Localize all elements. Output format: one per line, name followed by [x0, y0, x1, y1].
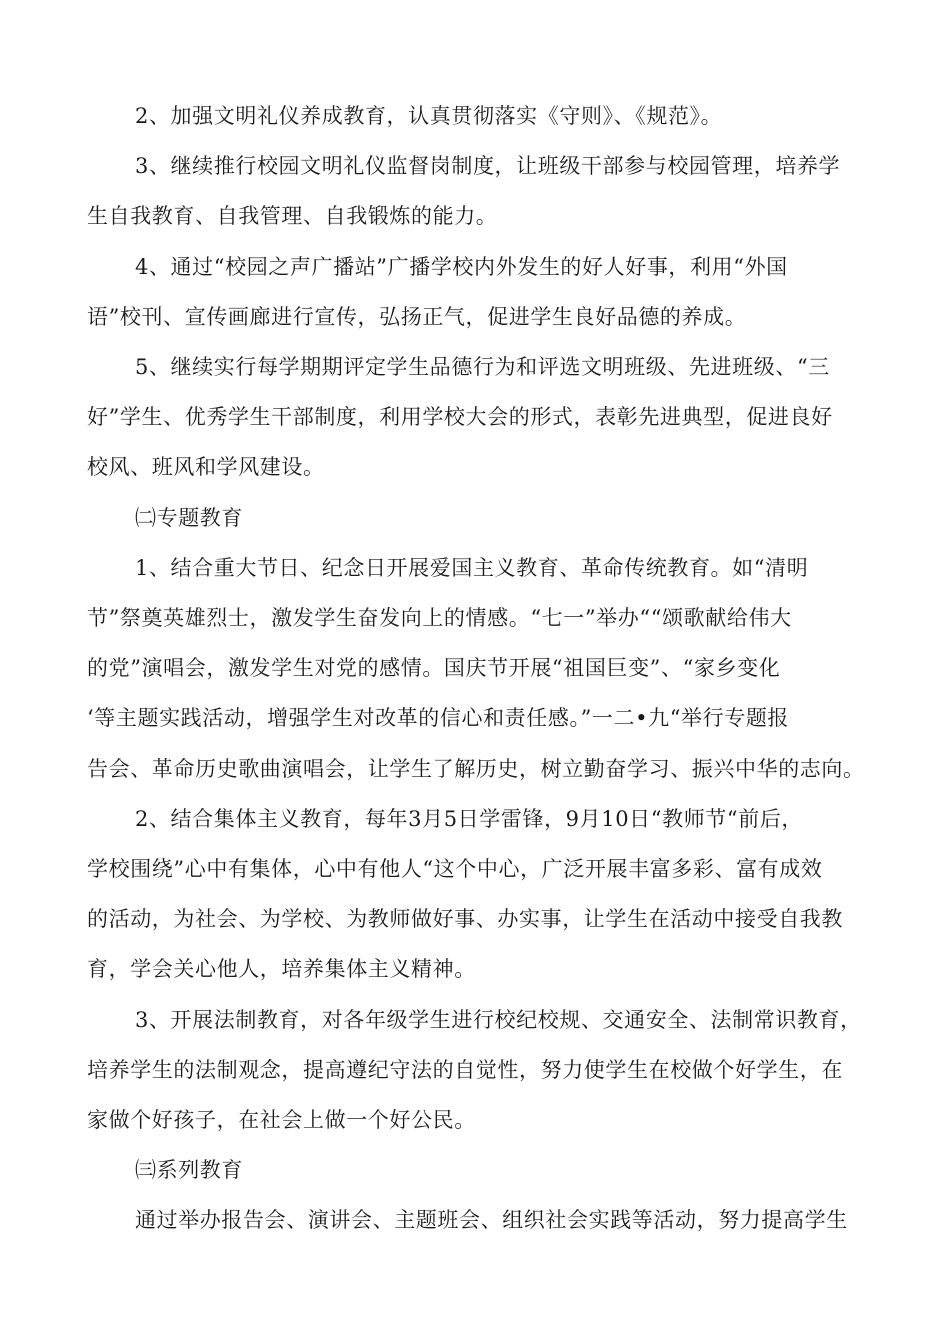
paragraph-line: 5、继续实行每学期期评定学生品德行为和评选文明班级、先进班级、“三	[135, 355, 830, 379]
paragraph-line: 的活动，为社会、为学校、为教师做好事、办实事，让学生在活动中接受自我教	[87, 907, 843, 931]
paragraph-line: 3、开展法制教育，对各年级学生进行校纪校规、交通安全、法制常识教育，	[135, 1008, 862, 1032]
paragraph-line: 2、结合集体主义教育，每年3月5日学雷锋，9月10日“教师节“前后，	[135, 807, 804, 831]
paragraph-line: 校风、班风和学风建设。	[87, 455, 325, 479]
paragraph-line: 4、通过“校园之声广播站”广播学校内外发生的好人好事，利用“外国	[135, 255, 788, 279]
paragraph-line: 的党”演唱会，激发学生对党的感情。国庆节开展“祖国巨变”、“家乡变化	[87, 656, 781, 680]
paragraph-line: 家做个好孩子，在社会上做一个好公民。	[87, 1108, 476, 1132]
paragraph-line: 2、加强文明礼仪养成教育，认真贯彻落实《守则》、《规范》。	[135, 104, 723, 128]
paragraph-line: 语”校刊、宣传画廊进行宣传，弘扬正气，促进学生良好品德的养成。	[87, 305, 747, 329]
paragraph-line: 3、继续推行校园文明礼仪监督岗制度，让班级干部参与校园管理，培养学	[135, 154, 841, 178]
paragraph-line: 节”祭奠英雄烈士，激发学生奋发向上的情感。“七一”举办““颂歌献给伟大	[87, 606, 792, 630]
paragraph-line: 通过举办报告会、演讲会、主题班会、组织社会实践等活动，努力提高学生	[135, 1208, 848, 1232]
paragraph-line: 告会、革命历史歌曲演唱会，让学生了解历史，树立勤奋学习、振兴中华的志向。	[87, 757, 865, 781]
section-heading: ㈡专题教育	[135, 506, 243, 530]
paragraph-line: 生自我教育、自我管理、自我锻炼的能力。	[87, 204, 498, 228]
section-heading: ㈢系列教育	[135, 1158, 243, 1182]
paragraph-line: 学校围绕”心中有集体，心中有他人“这个中心，广泛开展丰富多彩、富有成效	[87, 857, 823, 881]
paragraph-line: 培养学生的法制观念，提高遵纪守法的自觉性，努力使学生在校做个好学生，在	[87, 1058, 843, 1082]
paragraph-line: 1、结合重大节日、纪念日开展爱国主义教育、革命传统教育。如“清明	[135, 556, 809, 580]
paragraph-line: 好”学生、优秀学生干部制度，利用学校大会的形式，表彰先进典型，促进良好	[87, 405, 833, 429]
paragraph-line: 育，学会关心他人，培养集体主义精神。	[87, 957, 476, 981]
paragraph-line: ‘等主题实践活动，增强学生对改革的信心和责任感。”一二•九“举行专题报	[87, 706, 790, 730]
